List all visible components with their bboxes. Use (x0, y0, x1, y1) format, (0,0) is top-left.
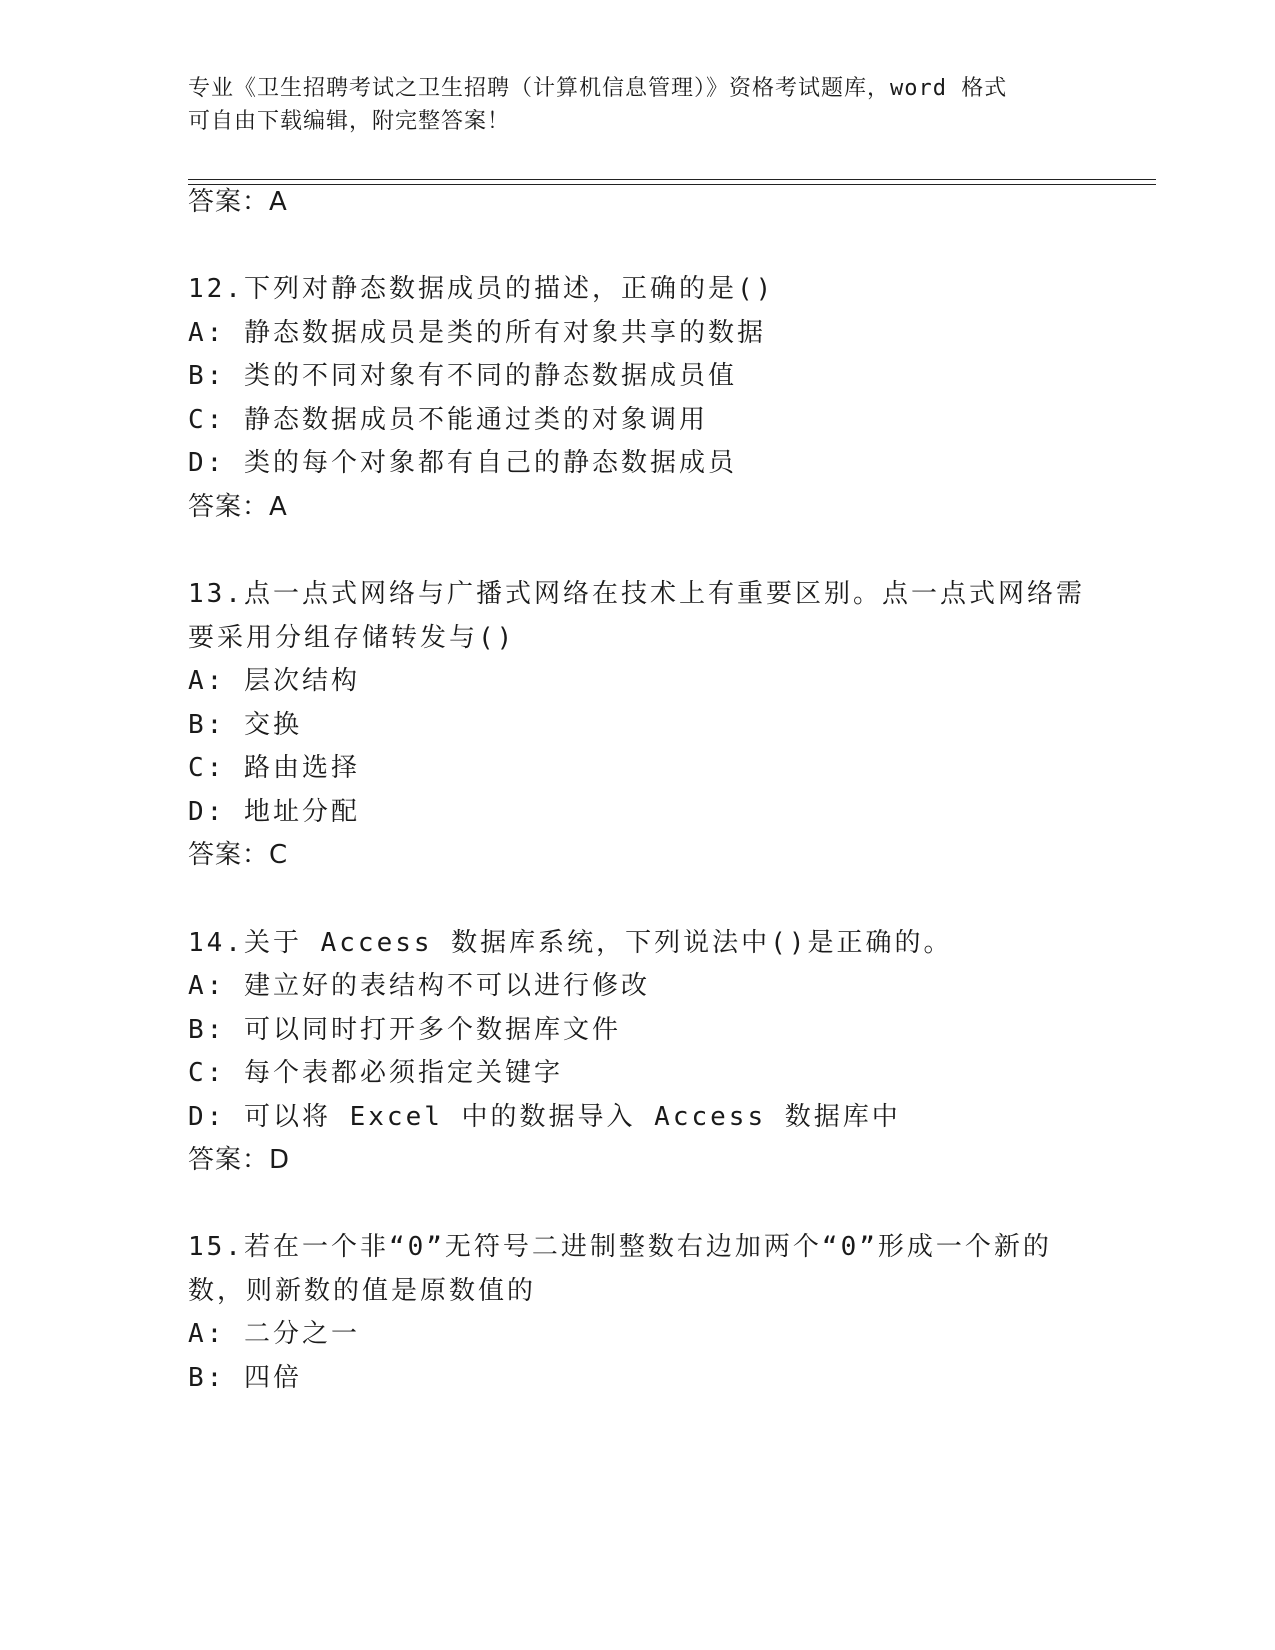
q13-stem-line-1: 13.点一点式网络与广播式网络在技术上有重要区别。点一点式网络需 (188, 579, 1085, 609)
q14-option-d: D: 可以将 Excel 中的数据导入 Access 数据库中 (188, 1102, 901, 1132)
header-divider-bottom (188, 184, 1156, 185)
q13-option-c: C: 路由选择 (188, 753, 360, 783)
header-line-1: 专业《卫生招聘考试之卫生招聘（计算机信息管理）》资格考试题库，word 格式 (188, 76, 1008, 101)
q15-option-a: A: 二分之一 (188, 1319, 360, 1349)
q12-option-d: D: 类的每个对象都有自己的静态数据成员 (188, 448, 737, 478)
q13-option-d: D: 地址分配 (188, 797, 360, 827)
q14-option-b: B: 可以同时打开多个数据库文件 (188, 1015, 621, 1045)
q14-stem: 14.关于 Access 数据库系统，下列说法中()是正确的。 (188, 928, 953, 958)
q14-option-a: A: 建立好的表结构不可以进行修改 (188, 971, 650, 1001)
q14-option-c: C: 每个表都必须指定关键字 (188, 1058, 563, 1088)
q12-stem: 12.下列对静态数据成员的描述，正确的是() (188, 274, 775, 304)
q12-option-a: A: 静态数据成员是类的所有对象共享的数据 (188, 318, 766, 348)
document-header (188, 72, 1088, 138)
q15-stem-line-2: 数，则新数的值是原数值的 (188, 1276, 537, 1306)
q15-stem-line-1: 15.若在一个非“0”无符号二进制整数右边加两个“0”形成一个新的 (188, 1232, 1052, 1262)
q12-option-b: B: 类的不同对象有不同的静态数据成员值 (188, 361, 737, 391)
q13-option-a: A: 层次结构 (188, 666, 360, 696)
q14-answer: 答案：D (188, 1145, 291, 1175)
header-line-2: 可自由下载编辑，附完整答案！ (188, 109, 511, 134)
header-divider-top (188, 179, 1156, 180)
previous-answer: 答案：A (188, 187, 288, 217)
q15-option-b: B: 四倍 (188, 1363, 302, 1393)
q13-option-b: B: 交换 (188, 710, 302, 740)
q12-answer: 答案：A (188, 492, 288, 522)
q13-answer: 答案：C (188, 840, 289, 870)
q12-option-c: C: 静态数据成员不能通过类的对象调用 (188, 405, 708, 435)
q13-stem-line-2: 要采用分组存储转发与() (188, 623, 516, 653)
